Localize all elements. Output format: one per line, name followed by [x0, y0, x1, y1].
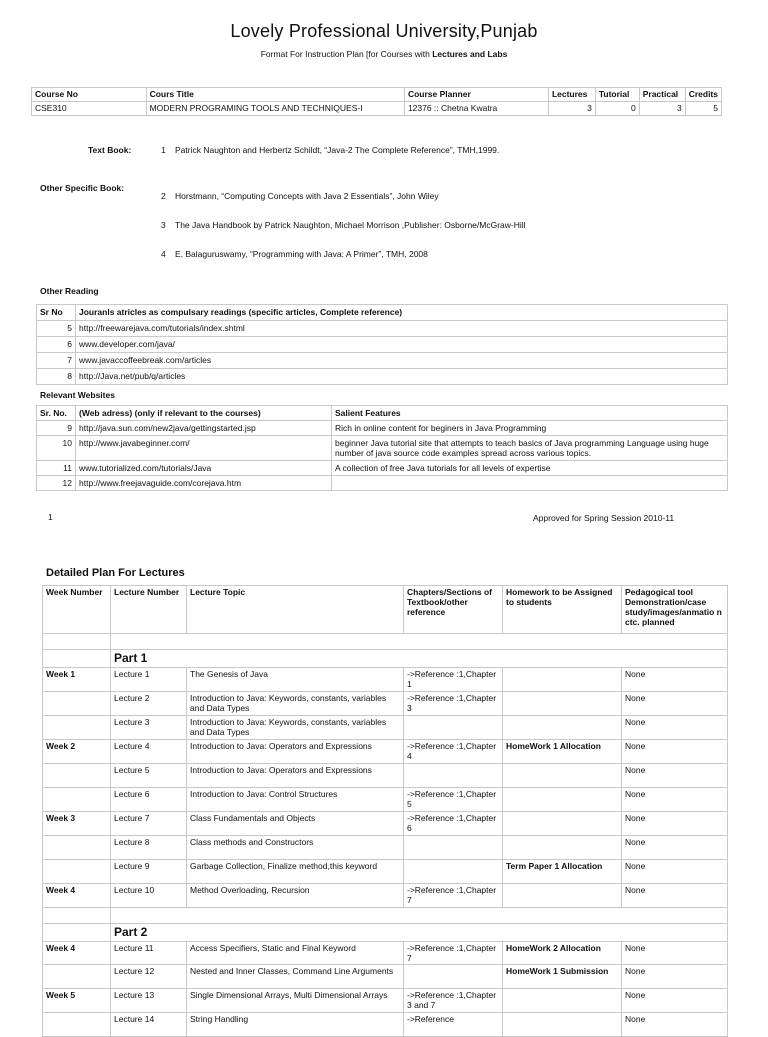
table-row [43, 860, 728, 884]
course-header-cell: Lectures [548, 88, 595, 102]
plan-header-cell: Lecture Number [111, 586, 187, 634]
web-feature: beginner Java tutorial site that attempts to teach basics of Java programming Language using huge number of java source code examples spread across various topics. [332, 436, 728, 461]
plan-cell: ->Reference :1,Chapter 6 [404, 812, 503, 836]
plan-cell: None [622, 884, 728, 908]
table-row [43, 716, 728, 740]
table-row [37, 337, 728, 353]
plan-header-cell: Pedagogical tool Demonstration/case study/images/anmatio n ctc. planned [622, 586, 728, 634]
plan-cell: Lecture 9 [111, 860, 187, 884]
plan-cell: Term Paper 1 Allocation [503, 860, 622, 884]
plan-cell: Introduction to Java: Control Structures [187, 788, 404, 812]
table-row [37, 353, 728, 369]
plan-cell [43, 965, 111, 989]
web-link[interactable]: http://www.javabeginner.com/ [76, 436, 332, 461]
table-row [37, 321, 728, 337]
book-num: 3 [161, 220, 166, 230]
plan-cell: None [622, 764, 728, 788]
plan-body [43, 634, 728, 1037]
plan-cell: None [622, 668, 728, 692]
table-row [43, 1013, 728, 1037]
reading-sr: 5 [37, 321, 76, 337]
subtitle-bold: Lectures and Labs [432, 49, 508, 59]
part-row [43, 924, 728, 942]
plan-cell: ->Reference [404, 1013, 503, 1037]
plan-cell: Introduction to Java: Keywords, constants, variables and Data Types [187, 692, 404, 716]
plan-cell [404, 764, 503, 788]
course-header-cell: Course Planner [404, 88, 548, 102]
plan-cell: None [622, 740, 728, 764]
book-num: 4 [161, 249, 166, 259]
plan-cell: None [622, 692, 728, 716]
reading-link[interactable]: www.javaccoffeebreak.com/articles [76, 353, 728, 369]
plan-cell [404, 836, 503, 860]
reading-link[interactable]: http://Java.net/pub/q/articles [76, 369, 728, 385]
text-book-label: Text Book: [88, 145, 132, 155]
course-header-cell: Tutorial [595, 88, 639, 102]
course-header-cell: Cours Title [146, 88, 404, 102]
table-row [43, 989, 728, 1013]
plan-title: Detailed Plan For Lectures [46, 567, 185, 579]
table-row [43, 692, 728, 716]
plan-cell: Introduction to Java: Operators and Expressions [187, 764, 404, 788]
format-subtitle [0, 49, 768, 59]
table-row [37, 436, 728, 461]
web-header-row [37, 406, 728, 421]
course-header-cell: Credits [685, 88, 721, 102]
plan-cell: ->Reference :1,Chapter 4 [404, 740, 503, 764]
plan-header-cell: Chapters/Sections of Textbook/other reference [404, 586, 503, 634]
plan-cell: ->Reference :1,Chapter 7 [404, 884, 503, 908]
part-row [43, 650, 728, 668]
plan-cell [43, 716, 111, 740]
plan-cell [43, 836, 111, 860]
web-header-cell: (Web adress) (only if relevant to the courses) [76, 406, 332, 421]
web-sr: 12 [37, 476, 76, 491]
plan-cell: Access Specifiers, Static and Final Keyword [187, 942, 404, 965]
plan-cell: HomeWork 1 Allocation [503, 740, 622, 764]
plan-header-cell: Lecture Topic [187, 586, 404, 634]
plan-cell [503, 812, 622, 836]
plan-cell: Week 1 [43, 668, 111, 692]
plan-cell: None [622, 812, 728, 836]
plan-cell: ->Reference :1,Chapter 1 [404, 668, 503, 692]
plan-cell: None [622, 788, 728, 812]
course-cell: 3 [548, 102, 595, 116]
plan-cell: ->Reference :1,Chapter 3 [404, 692, 503, 716]
course-cell: CSE310 [32, 102, 147, 116]
reading-link[interactable]: http://freewarejava.com/tutorials/index.shtml [76, 321, 728, 337]
book-num: 2 [161, 191, 166, 201]
web-link[interactable]: http://www.freejavaguide.com/corejava.htm [76, 476, 332, 491]
plan-cell: Lecture 11 [111, 942, 187, 965]
web-header-cell: Sr. No. [37, 406, 76, 421]
plan-cell: The Genesis of Java [187, 668, 404, 692]
course-header-row [32, 88, 722, 102]
plan-cell: ->Reference :1,Chapter 7 [404, 942, 503, 965]
plan-cell: None [622, 860, 728, 884]
plan-cell: Class methods and Constructors [187, 836, 404, 860]
table-row [43, 764, 728, 788]
plan-header-cell: Week Number [43, 586, 111, 634]
book-text: Patrick Naughton and Herbertz Schildt, “Java-2 The Complete Reference”, TMH,1999. [175, 145, 500, 155]
web-feature: A collection of free Java tutorials for all levels of expertise [332, 461, 728, 476]
course-cell: MODERN PROGRAMING TOOLS AND TECHNIQUES-I [146, 102, 404, 116]
book-text: The Java Handbook by Patrick Naughton, Michael Morrison ,Publisher: Osborne/McGraw-Hill [175, 220, 526, 230]
spacer-row [43, 908, 728, 924]
part-heading: Part 2 [111, 924, 728, 942]
plan-cell: ->Reference :1,Chapter 5 [404, 788, 503, 812]
table-row [43, 965, 728, 989]
table-row [43, 836, 728, 860]
other-reading-label: Other Reading [40, 286, 99, 296]
other-reading-table [36, 304, 728, 385]
plan-cell: Week 4 [43, 884, 111, 908]
plan-cell: String Handling [187, 1013, 404, 1037]
plan-cell [503, 1013, 622, 1037]
plan-cell: None [622, 836, 728, 860]
table-row [37, 369, 728, 385]
table-row [43, 740, 728, 764]
table-row [37, 461, 728, 476]
plan-cell: Class Fundamentals and Objects [187, 812, 404, 836]
table-row [43, 788, 728, 812]
plan-cell: None [622, 1013, 728, 1037]
approval-note: Approved for Spring Session 2010-11 [533, 513, 675, 523]
table-row [43, 812, 728, 836]
plan-cell: None [622, 965, 728, 989]
plan-cell: Lecture 8 [111, 836, 187, 860]
plan-cell: Lecture 13 [111, 989, 187, 1013]
lecture-plan-table [42, 585, 728, 1037]
plan-cell: Lecture 3 [111, 716, 187, 740]
university-title: Lovely Professional University,Punjab [230, 21, 538, 41]
plan-cell [43, 692, 111, 716]
plan-cell: Lecture 12 [111, 965, 187, 989]
other-book-label: Other Specific Book: [40, 183, 125, 193]
plan-cell [503, 884, 622, 908]
plan-cell [43, 1013, 111, 1037]
table-row [43, 668, 728, 692]
plan-cell: Single Dimensional Arrays, Multi Dimensional Arrays [187, 989, 404, 1013]
web-sr: 10 [37, 436, 76, 461]
course-header-cell: Course No [32, 88, 147, 102]
web-sr: 11 [37, 461, 76, 476]
plan-cell [404, 716, 503, 740]
websites-table [36, 405, 728, 491]
plan-cell [404, 965, 503, 989]
table-row [43, 884, 728, 908]
spacer-row [43, 634, 728, 650]
book-text: E. Balaguruswamy, “Programming with Java: A Primer”, TMH, 2008 [175, 249, 428, 259]
plan-header-cell: Homework to be Assigned to students [503, 586, 622, 634]
plan-cell [43, 764, 111, 788]
plan-cell: HomeWork 2 Allocation [503, 942, 622, 965]
table-row [37, 476, 728, 491]
table-row [43, 942, 728, 965]
course-cell: 3 [639, 102, 685, 116]
reading-sr: 7 [37, 353, 76, 369]
course-data-row [32, 102, 722, 116]
plan-cell: HomeWork 1 Submission [503, 965, 622, 989]
page-number: 1 [48, 512, 53, 522]
web-link[interactable]: http://java.sun.com/new2java/gettingstarted.jsp [76, 421, 332, 436]
plan-cell [503, 788, 622, 812]
plan-cell: Week 3 [43, 812, 111, 836]
course-cell: 12376 :: Chetna Kwatra [404, 102, 548, 116]
plan-cell: Nested and Inner Classes, Command Line Arguments [187, 965, 404, 989]
plan-cell: Lecture 2 [111, 692, 187, 716]
web-link[interactable]: www.tutorialized.com/tutorials/Java [76, 461, 332, 476]
plan-cell: Lecture 10 [111, 884, 187, 908]
course-cell: 0 [595, 102, 639, 116]
book-text: Horstmann, “Computing Concepts with Java 2 Essentials”, John Wiley [175, 191, 439, 201]
plan-cell: Week 4 [43, 942, 111, 965]
plan-cell [503, 692, 622, 716]
plan-cell: Introduction to Java: Operators and Expressions [187, 740, 404, 764]
plan-cell [43, 788, 111, 812]
plan-cell: Introduction to Java: Keywords, constants, variables and Data Types [187, 716, 404, 740]
websites-label: Relevant Websites [40, 390, 115, 400]
plan-cell: Method Overloading, Recursion [187, 884, 404, 908]
subtitle-prefix: Format For Instruction Plan [for Courses with [260, 49, 433, 59]
course-info-table [31, 87, 722, 116]
reading-header-row [37, 305, 728, 321]
reading-link[interactable]: www.developer.com/java/ [76, 337, 728, 353]
plan-cell [404, 860, 503, 884]
plan-cell [43, 860, 111, 884]
plan-cell: Lecture 5 [111, 764, 187, 788]
course-cell: 5 [685, 102, 721, 116]
plan-cell: ->Reference :1,Chapter 3 and 7 [404, 989, 503, 1013]
plan-cell [503, 716, 622, 740]
plan-cell: Lecture 1 [111, 668, 187, 692]
plan-cell: None [622, 942, 728, 965]
plan-cell: Week 5 [43, 989, 111, 1013]
plan-cell: Lecture 6 [111, 788, 187, 812]
plan-cell: Garbage Collection, Finalize method,this keyword [187, 860, 404, 884]
reading-sr: 6 [37, 337, 76, 353]
plan-cell: Week 2 [43, 740, 111, 764]
plan-cell [503, 836, 622, 860]
reading-header-cell: Jouranls atricles as compulsary readings (specific articles, Complete reference) [76, 305, 728, 321]
plan-cell [503, 989, 622, 1013]
plan-header-row [43, 586, 728, 634]
plan-cell [503, 764, 622, 788]
plan-cell: Lecture 7 [111, 812, 187, 836]
book-num: 1 [161, 145, 166, 155]
reading-sr: 8 [37, 369, 76, 385]
web-feature [332, 476, 728, 491]
web-sr: 9 [37, 421, 76, 436]
web-header-cell: Salient Features [332, 406, 728, 421]
plan-cell [503, 668, 622, 692]
course-header-cell: Practical [639, 88, 685, 102]
plan-cell: None [622, 716, 728, 740]
plan-cell: Lecture 4 [111, 740, 187, 764]
reading-header-cell: Sr No [37, 305, 76, 321]
plan-cell: Lecture 14 [111, 1013, 187, 1037]
web-feature: Rich in online content for beginers in Java Programming [332, 421, 728, 436]
plan-cell: None [622, 989, 728, 1013]
table-row [37, 421, 728, 436]
part-heading: Part 1 [111, 650, 728, 668]
